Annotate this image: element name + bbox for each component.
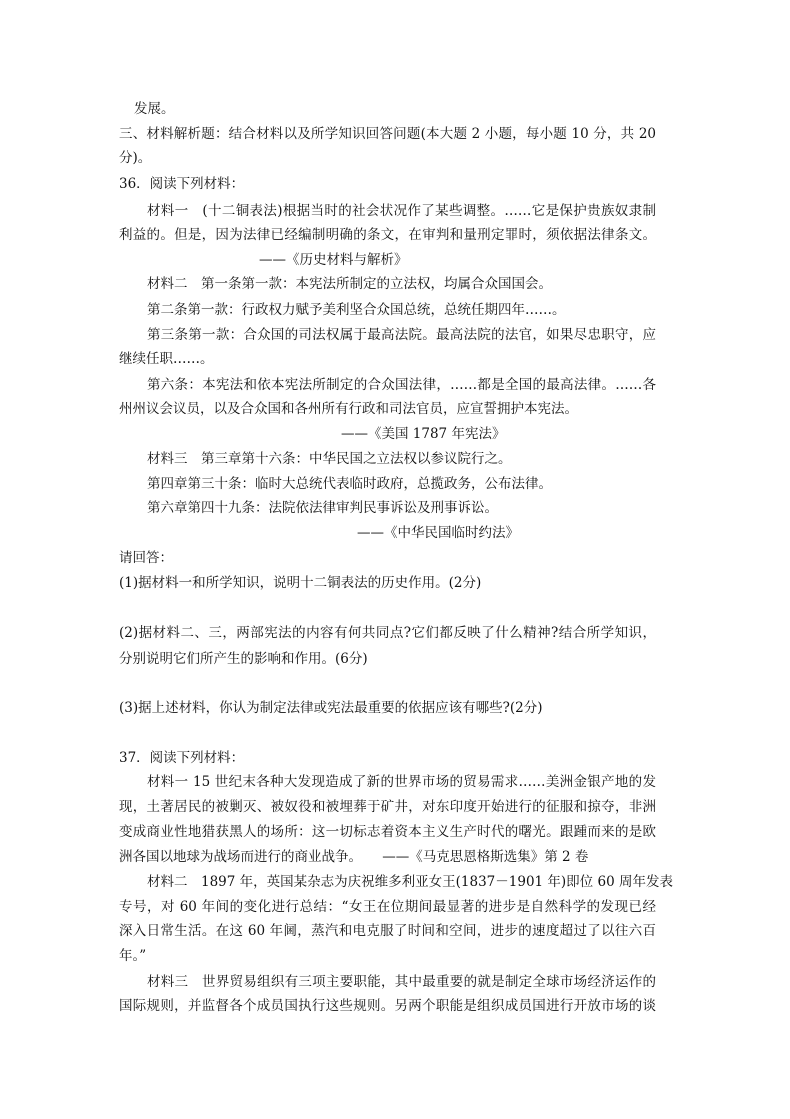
text-line: 材料一 (十二铜表法)根据当时的社会状况作了某些调整。……它是保护贵族奴隶制 — [147, 203, 656, 219]
question-number: 37．阅读下列材料： — [119, 750, 245, 766]
text-line: 分)。 — [119, 150, 152, 166]
text-line: 年。” — [119, 948, 147, 964]
text-line: 请回答： — [119, 550, 173, 566]
text-line: 材料一 15 世纪末各种大发现造成了新的世界市场的贸易需求……美洲金银产地的发 — [147, 774, 656, 790]
text-line: 专号，对 60 年间的变化进行总结：“女王在位期间最显著的进步是自然科学的发现已经 — [119, 899, 656, 915]
text-line: 现，土著居民的被剿灭、被奴役和被埋葬于矿井，对东印度开始进行的征服和掠夺，非洲 — [119, 799, 656, 815]
text-line: 第三条第一款：合众国的司法权属于最高法院。最高法院的法官，如果尽忠职守，应 — [147, 327, 656, 343]
question-number: 36．阅读下列材料： — [119, 176, 245, 192]
citation: ——《中华民国临时约法》 — [357, 525, 519, 541]
section-heading: 三、材料解析题：结合材料以及所学知识回答问题(本大题 2 小题，每小题 10 分，共 20 — [119, 126, 656, 142]
text-line: 第六条：本宪法和依本宪法所制定的合众国法律，……都是全国的最高法律。……各 — [147, 377, 656, 393]
text-line: 材料三 世界贸易组织有三项主要职能，其中最重要的就是制定全球市场经济运作的 — [147, 974, 656, 990]
text-line: 继续任职……。 — [119, 351, 214, 367]
text-line: 洲各国以地球为战场而进行的商业战争。 ——《马克思恩格斯选集》第 2 卷 — [119, 849, 589, 865]
text-line: 深入日常生活。在这 60 年阃，蒸汽和电克服了时间和空间，进步的速度超过了以往六百 — [119, 923, 656, 939]
text-line: 材料三 第三章第十六条：中华民国之立法权以参议院行之。 — [147, 451, 512, 467]
text-line: 利益的。但是，因为法律已经编制明确的条文，在审判和量刑定罪时，须依据法律条文。 — [119, 227, 656, 243]
text-line: 第四章第三十条：临时大总统代表临时政府，总揽政务，公布法律。 — [147, 476, 552, 492]
sub-question: (3)据上述材料，你认为制定法律或宪法最重要的依据应该有哪些?(2分) — [119, 700, 543, 716]
sub-question: (2)据材料二、三，两部宪法的内容有何共同点?它们都反映了什么精神?结合所学知识， — [119, 625, 656, 641]
text-line: 第六章第四十九条：法院依法律审判民事诉讼及刑事诉讼。 — [147, 500, 498, 516]
text-line: 国际规则，并监督各个成员国执行这些规则。另两个职能是组织成员国进行开放市场的谈 — [119, 998, 656, 1014]
text-line: 发展。 — [134, 101, 175, 117]
citation: ——《历史材料与解析》 — [259, 252, 408, 268]
text-line: 第二条第一款：行政权力赋予美利坚合众国总统，总统任期四年……。 — [147, 302, 566, 318]
text-line: 变成商业性地猎获黑人的场所：这一切标志着资本主义生产时代的曙光。跟踵而来的是欧 — [119, 824, 656, 840]
citation: ——《美国 1787 年宪法》 — [341, 426, 506, 442]
text-line: 分别说明它们所产生的影响和作用。(6分) — [119, 651, 368, 667]
text-line: 州州议会议员，以及合众国和各州所有行政和司法官员，应宣誓拥护本宪法。 — [119, 401, 578, 417]
text-line: 材料二 1897 年，英国某杂志为庆祝维多利亚女王(1837－1901 年)即位 60 周年发表 — [147, 874, 673, 890]
sub-question: (1)据材料一和所学知识，说明十二铜表法的历史作用。(2分) — [119, 575, 482, 591]
text-line: 材料二 第一条第一款：本宪法所制定的立法权，均属合众国国会。 — [147, 276, 552, 292]
